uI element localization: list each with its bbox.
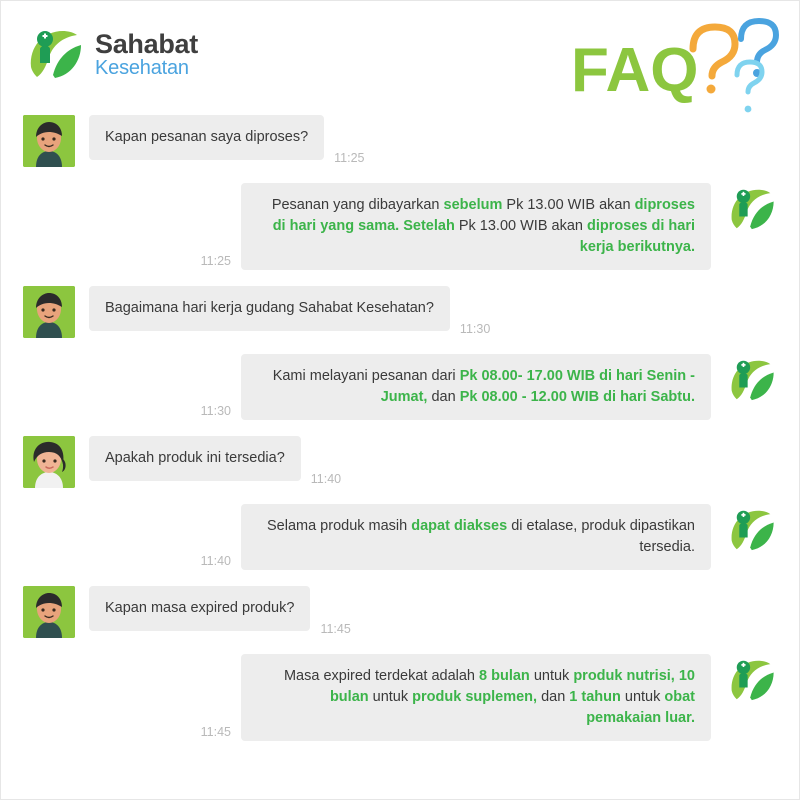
bubble-text-segment: produk suplemen, (412, 689, 538, 706)
brand-logo (23, 23, 198, 85)
faq-title-graphic (565, 9, 785, 119)
bubble-text-segment: untuk (529, 668, 574, 685)
chat-row (23, 586, 777, 638)
bubble-text-segment: Pk 13.00 WIB akan (454, 218, 588, 235)
message-timestamp: 11:45 (320, 622, 351, 637)
chat-row (23, 504, 777, 570)
bubble-text-segment: dapat diakses (411, 518, 508, 535)
page-header (1, 1, 799, 113)
chat-row (23, 183, 777, 270)
brand-line-1: Sahabat (95, 28, 198, 59)
question-bubble (89, 286, 450, 331)
message-timestamp: 11:45 (200, 725, 231, 740)
message-timestamp: 11:25 (334, 151, 365, 165)
brand-logo-avatar-icon (725, 504, 777, 556)
brand-line-2: Kesehatan (95, 56, 189, 79)
brand-logo-avatar-icon (725, 654, 777, 706)
chat-row (23, 354, 777, 420)
bubble-text-segment: Kami melayani pesanan dari (272, 368, 460, 385)
bubble-text-segment: Pesanan yang dibayarkan (271, 197, 444, 213)
bubble-text-segment: di etalase, produk dipastikan tersedia. (507, 518, 695, 556)
bubble-text-segment: obat pemakaian luar. (586, 689, 695, 727)
question-bubble (89, 115, 324, 160)
avatar-man-question-icon (23, 115, 75, 167)
chat-row (23, 654, 777, 741)
bubble-text-segment: sebelum (443, 197, 503, 213)
question-bubble (89, 586, 310, 631)
answer-bubble (241, 504, 711, 570)
bubble-text-segment: dan (537, 689, 570, 706)
message-timestamp: 11:30 (459, 322, 491, 337)
bubble-text-segment: Selama produk masih (266, 518, 412, 535)
message-timestamp: 11:40 (310, 472, 342, 487)
avatar-man-question-icon (23, 586, 75, 638)
bubble-text-segment: Masa expired terdekat adalah (283, 668, 480, 685)
bubble-text-segment: Pk 13.00 WIB akan (502, 197, 635, 213)
bubble-text-segment: Pk 08.00- 17.00 WIB di hari Senin - Jumat, (380, 368, 695, 406)
answer-bubble (241, 183, 711, 270)
bubble-text-segment: Pk 08.00 - 12.00 WIB di hari Sabtu. (459, 389, 695, 406)
question-mark-decoration-icon (693, 21, 776, 112)
brand-logo-avatar-icon (725, 354, 777, 406)
bubble-text-segment: Apakah produk ini tersedia? (105, 450, 285, 467)
message-timestamp: 11:40 (200, 554, 231, 569)
bubble-text-segment: untuk (368, 689, 413, 706)
message-timestamp: 11:30 (200, 404, 231, 419)
bubble-text-segment: 1 tahun (569, 689, 621, 706)
bubble-text-segment: Kapan masa expired produk? (105, 600, 295, 617)
answer-bubble (241, 654, 711, 741)
message-timestamp: 11:25 (200, 254, 231, 269)
bubble-text-segment: 8 bulan (479, 668, 530, 685)
avatar-woman-question-icon (23, 436, 75, 488)
bubble-text-segment: untuk (620, 689, 665, 706)
chat-row (23, 436, 777, 488)
bubble-text-segment: dan (427, 389, 460, 406)
brand-wordmark (95, 28, 198, 79)
faq-text: FAQ (571, 36, 699, 105)
avatar-man-question-icon (23, 286, 75, 338)
chat-row (23, 115, 777, 167)
bubble-text-segment: diproses di hari yang sama. Setelah (272, 197, 695, 235)
bubble-text-segment: Bagaimana hari kerja gudang Sahabat Kesehatan? (105, 300, 434, 317)
answer-bubble (241, 354, 711, 420)
brand-logo-avatar-icon (725, 183, 777, 235)
question-bubble (89, 436, 301, 481)
bubble-text-segment: diproses di hari kerja berikutnya. (579, 218, 695, 256)
chat-row (23, 286, 777, 338)
bubble-text-segment: produk nutrisi, (573, 668, 675, 685)
faq-chat-thread (1, 113, 799, 769)
bubble-text-segment: Kapan pesanan saya diproses? (105, 129, 309, 145)
bubble-text-segment: 10 bulan (329, 668, 695, 706)
sahabat-kesehatan-leaf-person-logo-icon (23, 23, 85, 85)
